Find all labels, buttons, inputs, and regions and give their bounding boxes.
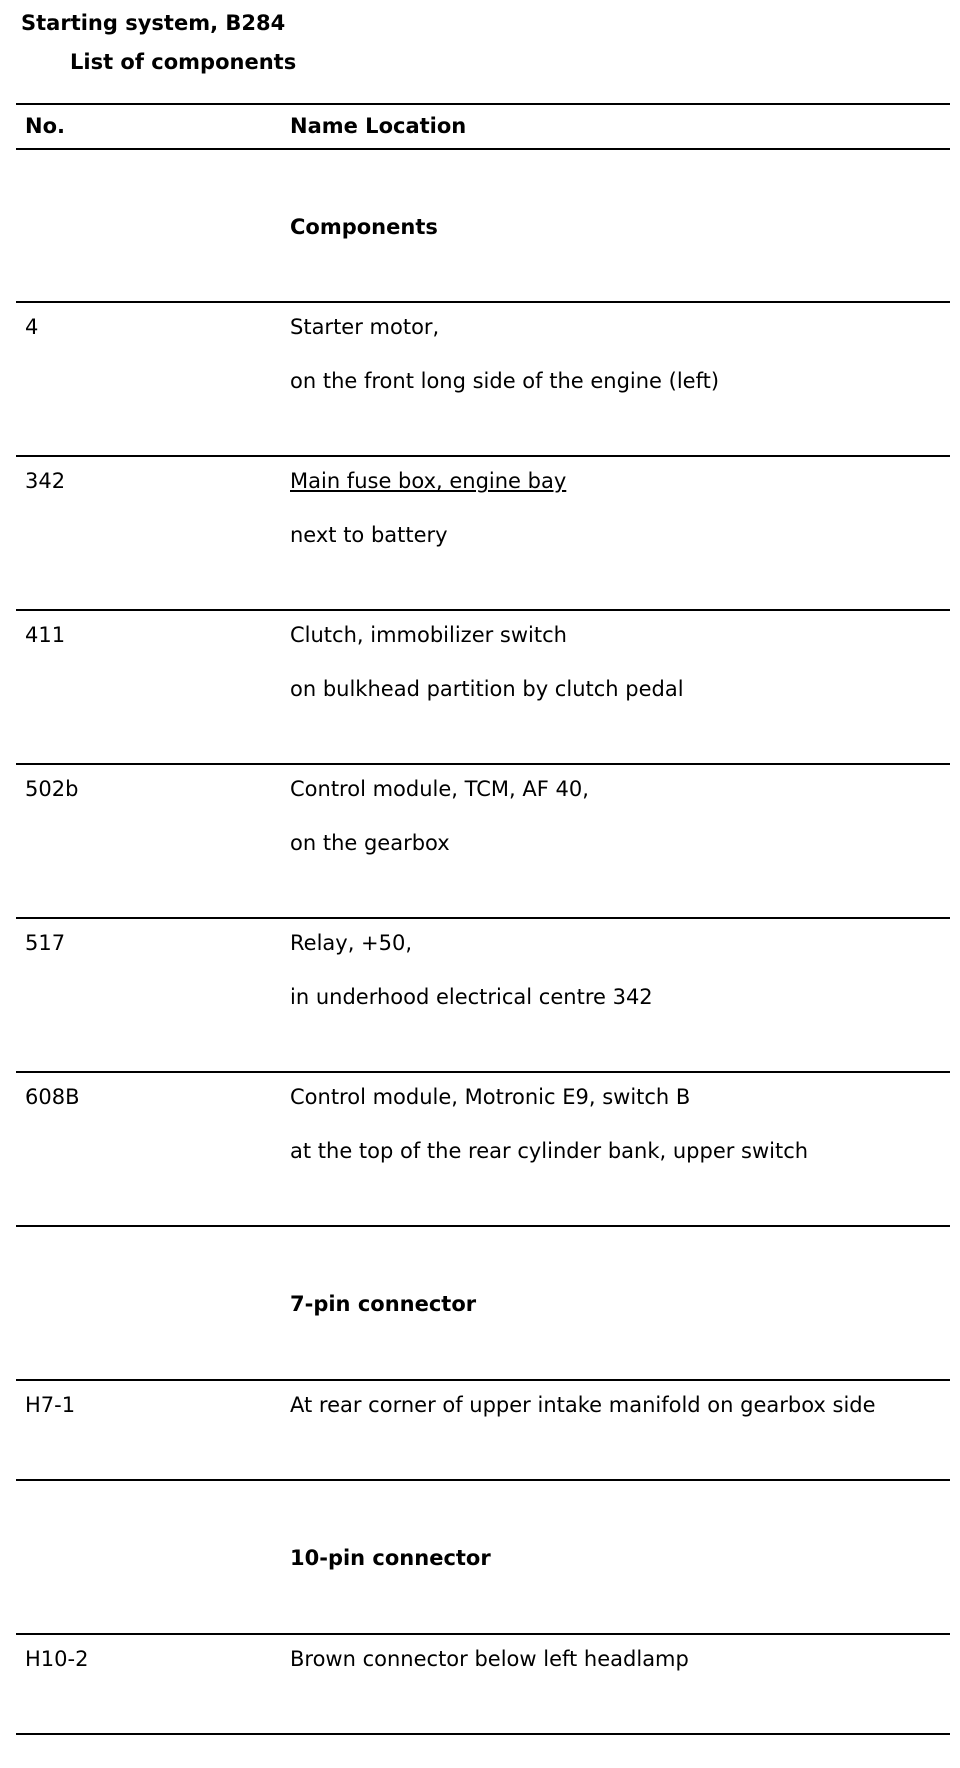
row-number: H10-2 [25,1647,89,1671]
row-rule [16,763,950,765]
row-component-location: in underhood electrical centre 342 [290,985,653,1009]
table-bottom-rule [16,1733,950,1735]
row-number: 342 [25,469,66,493]
row-rule [16,1071,950,1073]
row-rule [16,609,950,611]
row-component-name: Relay, +50, [290,931,413,955]
row-number: H7-1 [25,1393,76,1417]
table-top-rule [16,103,950,105]
row-number: 411 [25,623,66,647]
column-header-name-location: Name Location [290,114,467,138]
row-component-name: At rear corner of upper intake manifold on gearbox side [290,1393,876,1417]
row-component-location: at the top of the rear cylinder bank, upper switch [290,1139,809,1163]
column-header-no: No. [25,114,65,138]
section-rule [16,301,950,303]
row-component-location: on the front long side of the engine (left) [290,369,720,393]
row-number: 608B [25,1085,80,1109]
header-bottom-rule [16,148,950,150]
row-number: 517 [25,931,66,955]
section-rule [16,1633,950,1635]
row-rule [16,1225,950,1227]
section-heading-7-pin-connector: 7-pin connector [290,1292,477,1316]
row-component-name: Control module, Motronic E9, switch B [290,1085,691,1109]
row-number: 502b [25,777,79,801]
row-component-name: Starter motor, [290,315,440,339]
row-component-location: on bulkhead partition by clutch pedal [290,677,684,701]
row-component-location: on the gearbox [290,831,450,855]
row-component-name: Clutch, immobilizer switch [290,623,567,647]
document-subtitle: List of components [70,50,297,74]
row-component-name: Brown connector below left headlamp [290,1647,689,1671]
document-title: Starting system, B284 [21,11,286,35]
section-heading-components: Components [290,215,438,239]
section-rule [16,1379,950,1381]
row-component-name: Control module, TCM, AF 40, [290,777,589,801]
row-component-location: next to battery [290,523,448,547]
section-heading-10-pin-connector: 10-pin connector [290,1546,491,1570]
main-fuse-box-link[interactable]: Main fuse box, engine bay [290,469,567,493]
row-rule [16,917,950,919]
row-rule [16,1479,950,1481]
row-rule [16,455,950,457]
row-number: 4 [25,315,39,339]
